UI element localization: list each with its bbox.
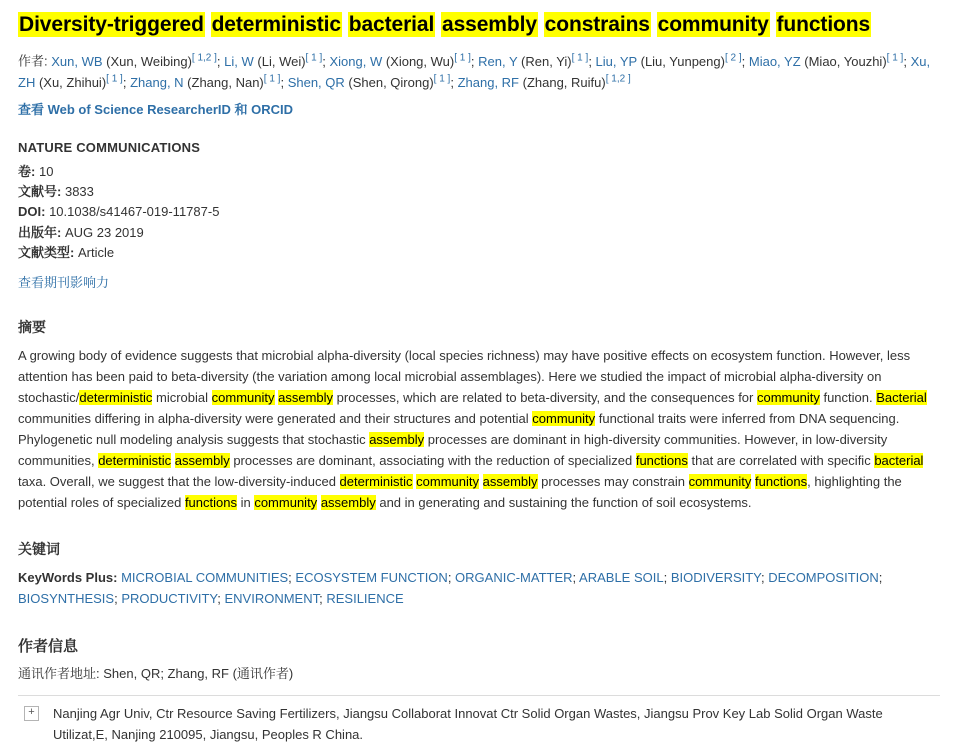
author-affiliation-marker: [ 1,2 ] [605, 73, 631, 85]
journal-doctype-line [18, 243, 940, 263]
abstract-text-run: and in generating and sustaining the function of soil ecosystems. [375, 495, 752, 511]
journal-volume-label: 卷: [18, 164, 36, 180]
journal-doi-value: 10.1038/s41467-019-11787-5 [49, 204, 220, 220]
author-affiliation-marker: [ 1 ] [305, 52, 323, 64]
journal-article-no-value: 3833 [64, 184, 94, 200]
keyword-separator: ; [217, 591, 225, 607]
title-highlight-term: Diversity-triggered [19, 13, 204, 36]
journal-block [18, 140, 940, 291]
abstract-text-run: processes are dominant, associating with the reduction of specialized [229, 453, 636, 469]
author-separator: ; [450, 75, 458, 91]
journal-article-no-label: 文献号: [18, 184, 62, 200]
expand-plus-icon[interactable]: + [24, 706, 39, 721]
abstract-text-run: that are correlated with specific [687, 453, 875, 469]
author-affiliation-marker: [ 1,2 ] [191, 52, 217, 64]
author-affiliation-marker: [ 1 ] [454, 52, 471, 64]
author-full-name: (Xu, Zhihui) [35, 75, 107, 91]
author-separator: ; [122, 75, 131, 91]
abstract-highlight-term: community [254, 495, 318, 511]
title-text [538, 13, 544, 36]
abstract-highlight-term: assembly [278, 389, 334, 405]
keywords-heading: 关键词 [18, 541, 60, 558]
abstract-text-run: functional traits were inferred from DNA sequencing. Phylogenetic null modeling analysis suggests that stochastic [18, 411, 900, 448]
journal-name: NATURE COMMUNICATIONS [18, 140, 201, 156]
abstract-text-run: taxa. Overall, we suggest that the low-diversity-induced [18, 474, 340, 490]
author-affiliation-marker: [ 2 ] [724, 52, 742, 64]
title-highlight-term: bacterial [348, 13, 435, 36]
keyword-separator: ; [114, 591, 122, 607]
affiliation-text: Nanjing Agr Univ, Ctr Resource Saving Fertilizers, Jiangsu Collaborat Innovat Ctr Solid Organ Wastes, Jiangsu Prov Key Lab Solid Organ Waste Utilizat,E, Nanjing 210095, Jiangsu, Peoples R China. [53, 706, 883, 742]
author-info-heading: 作者信息 [18, 638, 79, 656]
abstract-text-run: communities differing in alpha-diversity were generated and their structures and potential [18, 411, 533, 427]
keyword-separator: ; [572, 570, 580, 586]
keyword-link[interactable]: BIODIVERSITY [670, 570, 762, 586]
keyword-link[interactable]: BIOSYNTHESIS [18, 591, 115, 607]
author-link[interactable]: Xiong, W [329, 53, 383, 69]
abstract-text-run: A growing body of evidence suggests that microbial alpha-diversity (local species richness) may have positive effects on ecosystem function. However, less attention has been paid to beta-diversity (the variation among local microbial assemblages). Here we studied the impact of microbial alpha-diversity on stochastic/ [18, 347, 911, 405]
journal-doi-line [18, 202, 940, 222]
title-highlight-term: functions [776, 13, 871, 36]
journal-pubyear-value: AUG 23 2019 [64, 224, 144, 240]
author-separator: ; [470, 53, 479, 69]
journal-pubyear-line [18, 223, 940, 243]
title-text [205, 13, 211, 36]
author-full-name: (Shen, Qirong) [344, 75, 434, 91]
title-text [770, 13, 776, 36]
author-link[interactable]: Xun, WB [51, 53, 103, 69]
abstract-text-run: microbial [152, 389, 212, 405]
abstract-text-run: processes are dominant in high-diversity communities. However, in low-diversity communities, [18, 432, 888, 469]
abstract-highlight-term: community [211, 389, 275, 405]
keyword-separator: ; [319, 591, 327, 607]
title-highlight-term: deterministic [211, 13, 341, 36]
abstract-highlight-term: bacterial [874, 453, 924, 469]
abstract-heading: 摘要 [18, 318, 46, 335]
author-separator: ; [741, 53, 749, 69]
abstract-highlight-term: functions [755, 474, 808, 490]
abstract-highlight-term: assembly [369, 432, 425, 448]
keyword-separator: ; [761, 570, 769, 586]
journal-volume-value: 10 [38, 164, 54, 180]
keywords-label: KeyWords Plus: [18, 570, 118, 586]
author-affiliation-marker: [ 1 ] [433, 73, 451, 85]
author-affiliation-marker: [ 1 ] [886, 52, 904, 64]
abstract-highlight-term: community [416, 474, 479, 490]
abstract-text-run: function. [819, 389, 877, 405]
author-full-name: (Miao, Youzhi) [800, 53, 887, 69]
title-highlight-term: community [657, 13, 769, 36]
keyword-link[interactable]: MICROBIAL COMMUNITIES [121, 570, 289, 586]
abstract-highlight-term: assembly [174, 453, 230, 469]
author-separator: ; [903, 53, 911, 69]
abstract-highlight-term: community [532, 411, 596, 427]
keyword-link[interactable]: ARABLE SOIL [579, 570, 664, 586]
corresponding-address-label: 通讯作者地址: [18, 666, 100, 682]
journal-article-no-line [18, 182, 940, 202]
author-link[interactable]: Xu, ZH [18, 53, 931, 91]
author-link[interactable]: Liu, YP [595, 53, 637, 69]
keyword-separator: ; [288, 570, 296, 586]
keyword-link[interactable]: ENVIRONMENT [224, 591, 320, 607]
author-affiliation-marker: [ 1 ] [106, 73, 123, 85]
abstract-highlight-term: deterministic [339, 474, 413, 490]
author-link[interactable]: Zhang, N [130, 75, 184, 91]
abstract-highlight-term: community [688, 474, 752, 490]
author-full-name: (Zhang, Nan) [183, 75, 264, 91]
author-full-name: (Xun, Weibing) [102, 53, 192, 69]
abstract-highlight-term: deterministic [79, 389, 153, 405]
abstract-text-run: in [236, 495, 255, 511]
journal-doi-label: DOI: [18, 204, 46, 220]
authors-label: 作者: [18, 53, 48, 69]
abstract-highlight-term: Bacterial [876, 389, 927, 405]
title-text [651, 13, 657, 36]
abstract-text-run: , highlighting the potential roles of specialized [18, 474, 902, 511]
abstract-text-run: processes may constrain [537, 474, 689, 490]
affiliation-row [18, 695, 940, 746]
abstract-highlight-term: assembly [482, 474, 538, 490]
author-full-name: (Li, Wei) [253, 53, 306, 69]
author-link[interactable]: Zhang, RF [457, 75, 519, 91]
keywords-list [18, 570, 882, 606]
author-link[interactable]: Shen, QR [287, 75, 345, 91]
keyword-link[interactable]: DECOMPOSITION [768, 570, 879, 586]
author-separator: ; [588, 53, 596, 69]
journal-doctype-value: Article [77, 244, 115, 260]
abstract-text-run: processes, which are related to beta-diversity, and the consequences for [333, 389, 757, 405]
journal-volume-line [18, 162, 940, 182]
abstract-highlight-term: assembly [320, 495, 376, 511]
journal-impact-link[interactable]: 查看期刊影响力 [18, 274, 110, 290]
abstract-highlight-term: functions [184, 495, 237, 511]
authors-row [18, 50, 940, 93]
keyword-link[interactable]: PRODUCTIVITY [121, 591, 218, 607]
journal-pubyear-label: 出版年: [18, 224, 62, 240]
keyword-link[interactable]: RESILIENCE [326, 591, 404, 607]
author-affiliation-marker: [ 1 ] [263, 73, 281, 85]
keyword-separator: ; [663, 570, 671, 586]
author-link[interactable]: Li, W [224, 53, 254, 69]
keywords-line [18, 567, 940, 609]
abstract-text [18, 345, 940, 513]
keyword-link[interactable]: ECOSYSTEM FUNCTION [295, 570, 448, 586]
corresponding-address-value: Shen, QR; Zhang, RF (通讯作者) [103, 666, 294, 682]
author-link[interactable]: Ren, Y [478, 53, 518, 69]
author-full-name: (Liu, Yunpeng) [637, 53, 725, 69]
researcher-id-orcid-link[interactable]: 查看 Web of Science ResearcherID 和 ORCID [18, 102, 294, 118]
keyword-separator: ; [878, 570, 883, 586]
abstract-highlight-term: community [756, 389, 820, 405]
author-full-name: (Zhang, Ruifu) [519, 75, 606, 91]
author-full-name: (Xiong, Wu) [382, 53, 455, 69]
author-link[interactable]: Miao, YZ [748, 53, 801, 69]
keyword-link[interactable]: ORGANIC-MATTER [455, 570, 573, 586]
authors-list [18, 54, 930, 90]
corresponding-address-line [18, 664, 940, 685]
author-affiliation-marker: [ 1 ] [571, 52, 589, 64]
keyword-separator: ; [447, 570, 456, 586]
abstract-highlight-term: deterministic [98, 453, 172, 469]
title-highlight-term: constrains [544, 13, 650, 36]
author-separator: ; [322, 53, 330, 69]
title-text [342, 13, 348, 36]
author-separator: ; [216, 53, 225, 69]
journal-doctype-label: 文献类型: [18, 244, 75, 260]
author-separator: ; [280, 75, 288, 91]
page-title [18, 12, 940, 38]
abstract-highlight-term: functions [635, 453, 688, 469]
title-highlight-term: assembly [441, 13, 537, 36]
author-full-name: (Ren, Yi) [517, 53, 572, 69]
